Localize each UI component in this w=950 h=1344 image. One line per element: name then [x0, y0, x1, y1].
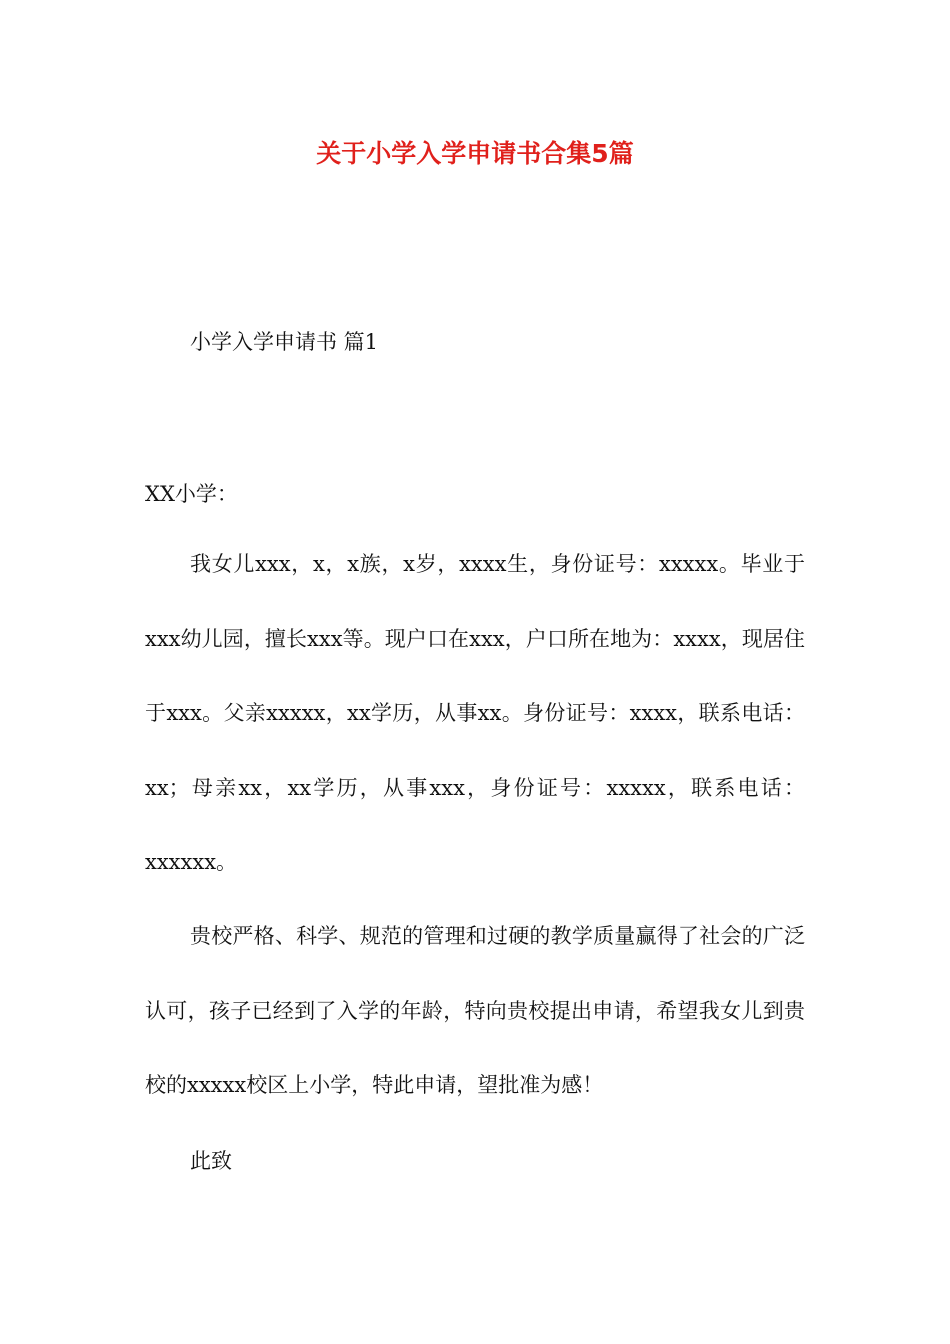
document-title: 关于小学入学申请书合集5篇: [316, 139, 634, 168]
section-heading: 小学入学申请书 篇1: [190, 330, 379, 354]
body-paragraph-1: 我女儿xxx，x，x族，x岁，xxxx生，身份证号：xxxxx。毕业于xxx幼儿园，擅长xxx等。现户口在xxx，户口所在地为：xxxx，现居住于xxx。父亲xxxxx，xx学历，从事xx。身份证号：xxxx，联系电话：xx；母亲xx，xx学历，从事xxx，身份证号：xxxxx，联系电话：xxxxxx。: [145, 552, 805, 874]
closing-text: 此致: [190, 1149, 232, 1173]
salutation: XX小学：: [145, 482, 238, 506]
body-paragraph-2: 贵校严格、科学、规范的管理和过硬的教学质量赢得了社会的广泛认可，孩子已经到了入学的年龄，特向贵校提出申请，希望我女儿到贵校的xxxxx校区上小学，特此申请，望批准为感！: [145, 924, 805, 1097]
